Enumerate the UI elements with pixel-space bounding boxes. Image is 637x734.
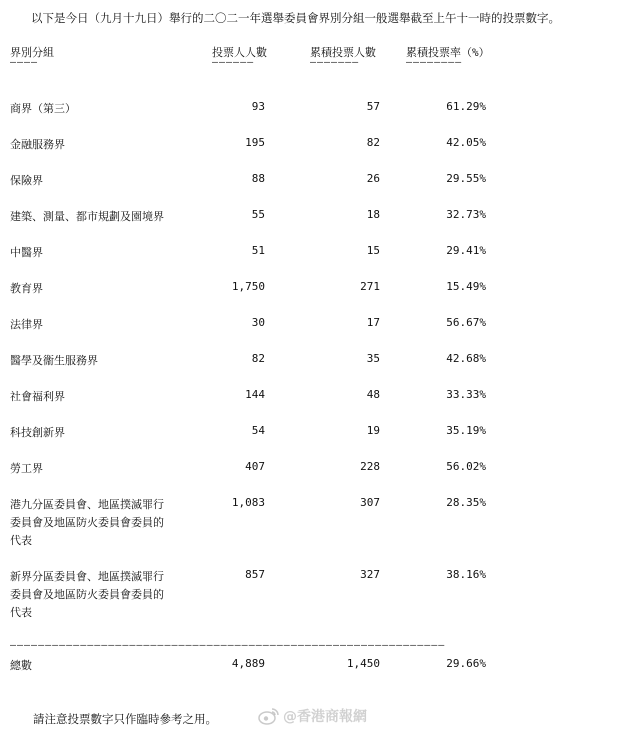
row-sector-name-line: 新界分區委員會、地區撲滅罪行 bbox=[10, 570, 164, 583]
row-voters: 93 bbox=[251, 100, 265, 113]
row-sector-name: 醫學及衞生服務界 bbox=[10, 354, 98, 367]
weibo-icon bbox=[258, 707, 280, 725]
row-rate: 29.55% bbox=[446, 172, 486, 185]
row-rate: 28.35% bbox=[446, 496, 486, 509]
row-sector-name-line: 委員會及地區防火委員會委員的 bbox=[10, 588, 164, 601]
row-voters: 195 bbox=[245, 136, 265, 149]
header-voters-underline: —————— bbox=[212, 57, 255, 68]
total-voters: 4,889 bbox=[231, 657, 265, 670]
row-sector-name-line: 委員會及地區防火委員會委員的 bbox=[10, 516, 164, 529]
header-sector: 界別分組 bbox=[10, 46, 54, 59]
total-label: 總數 bbox=[10, 659, 32, 672]
row-cumulative: 307 bbox=[360, 496, 380, 509]
watermark bbox=[258, 706, 367, 726]
header-cumulative: 累積投票人數 bbox=[310, 46, 376, 59]
row-rate: 61.29% bbox=[446, 100, 486, 113]
row-cumulative: 35 bbox=[366, 352, 380, 365]
row-cumulative: 327 bbox=[360, 568, 380, 581]
row-rate: 35.19% bbox=[446, 424, 486, 437]
row-cumulative: 48 bbox=[366, 388, 380, 401]
row-cumulative: 26 bbox=[366, 172, 380, 185]
total-rate: 29.66% bbox=[446, 657, 486, 670]
header-sector-underline: ———— bbox=[10, 57, 39, 68]
row-rate: 15.49% bbox=[446, 280, 486, 293]
row-voters: 55 bbox=[251, 208, 265, 221]
row-sector-name: 保險界 bbox=[10, 174, 43, 187]
row-rate: 33.33% bbox=[446, 388, 486, 401]
row-cumulative: 17 bbox=[366, 316, 380, 329]
header-rate: 累積投票率（%） bbox=[406, 46, 490, 59]
row-voters: 857 bbox=[245, 568, 265, 581]
row-rate: 56.02% bbox=[446, 460, 486, 473]
row-rate: 42.68% bbox=[446, 352, 486, 365]
row-sector-name: 中醫界 bbox=[10, 246, 43, 259]
row-cumulative: 57 bbox=[366, 100, 380, 113]
footnote: 請注意投票數字只作臨時參考之用。 bbox=[33, 712, 217, 726]
header-cumulative-underline: ——————— bbox=[310, 57, 360, 68]
row-sector-name: 勞工界 bbox=[10, 462, 43, 475]
header-rate-underline: ———————— bbox=[406, 57, 463, 68]
row-sector-name: 金融服務界 bbox=[10, 138, 65, 151]
row-voters: 54 bbox=[251, 424, 265, 437]
row-sector-name: 法律界 bbox=[10, 318, 43, 331]
row-rate: 56.67% bbox=[446, 316, 486, 329]
row-voters: 30 bbox=[251, 316, 265, 329]
row-rate: 32.73% bbox=[446, 208, 486, 221]
row-voters: 407 bbox=[245, 460, 265, 473]
row-cumulative: 18 bbox=[366, 208, 380, 221]
intro-text: 以下是今日（九月十九日）舉行的二〇二一年選舉委員會界別分組一般選舉截至上午十一時的投票數字。 bbox=[31, 11, 560, 25]
row-sector-name-line: 代表 bbox=[10, 534, 32, 547]
row-voters: 88 bbox=[251, 172, 265, 185]
row-voters: 1,750 bbox=[231, 280, 265, 293]
total-cumulative: 1,450 bbox=[346, 657, 380, 670]
watermark-text: @香港商報網 bbox=[283, 709, 367, 725]
row-sector-name: 商界（第三） bbox=[10, 102, 76, 115]
row-rate: 38.16% bbox=[446, 568, 486, 581]
row-cumulative: 15 bbox=[366, 244, 380, 257]
row-sector-name-line: 港九分區委員會、地區撲滅罪行 bbox=[10, 498, 164, 511]
header-voters: 投票人人數 bbox=[212, 46, 267, 59]
total-separator: —————————————————————————————————————————————————————————————— bbox=[10, 640, 446, 651]
row-sector-name-line: 代表 bbox=[10, 606, 32, 619]
row-sector-name bbox=[10, 496, 164, 550]
row-sector-name bbox=[10, 568, 164, 622]
row-sector-name: 建築、測量、都市規劃及園境界 bbox=[10, 210, 164, 223]
row-voters: 144 bbox=[245, 388, 265, 401]
row-cumulative: 228 bbox=[360, 460, 380, 473]
row-rate: 29.41% bbox=[446, 244, 486, 257]
row-voters: 51 bbox=[251, 244, 265, 257]
row-rate: 42.05% bbox=[446, 136, 486, 149]
row-cumulative: 82 bbox=[366, 136, 380, 149]
row-cumulative: 19 bbox=[366, 424, 380, 437]
row-sector-name: 教育界 bbox=[10, 282, 43, 295]
row-cumulative: 271 bbox=[360, 280, 380, 293]
row-voters: 1,083 bbox=[231, 496, 265, 509]
row-sector-name: 社會福利界 bbox=[10, 390, 65, 403]
row-voters: 82 bbox=[251, 352, 265, 365]
row-sector-name: 科技創新界 bbox=[10, 426, 65, 439]
